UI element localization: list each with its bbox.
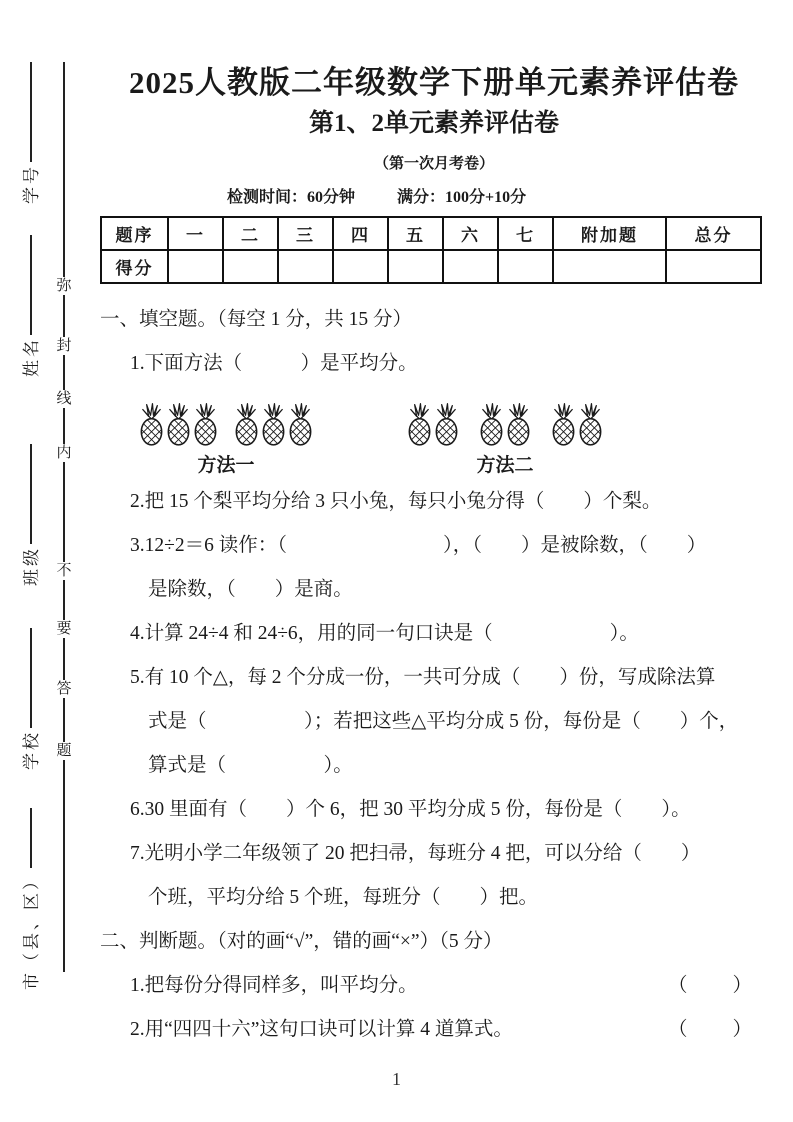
score-row [101,250,761,283]
score-blank-cell [666,250,761,283]
pineapple-cluster [406,402,460,448]
class-write-line [30,444,32,544]
seal-char: 弥 [56,278,72,294]
score-blank-cell [168,250,223,283]
pineapple-cluster [550,402,604,448]
seal-line-segment [63,408,65,444]
seal-line-segment [63,462,65,562]
score-table-cell: 三 [278,217,333,250]
seal-label-student-id [20,164,42,226]
score-table-cell: 一 [168,217,223,250]
judgment-2 [100,1005,768,1049]
exam-note: （第一次月考卷） [373,156,494,173]
method-2-group [406,383,604,477]
name-label: 姓名 [21,337,41,377]
city-label: 市（县、区） [21,870,41,990]
unit-title: 第1、2单元素养评估卷 [308,110,559,138]
school-label: 学校 [21,730,41,770]
pineapple-icon [190,402,221,448]
score-table-cell: 五 [388,217,443,250]
score-table-header-row [101,217,761,250]
judgment-1-text: 1.把每份分得同样多，叫平均分。 [130,975,418,997]
question-3-line-2: 是除数，（ ）是商。 [148,579,353,601]
pineapple-cluster [138,402,219,448]
seal-line-segment [63,760,65,972]
seal-line-segment [63,355,65,390]
score-blank-cell [443,250,498,283]
seal-char: 封 [56,338,72,354]
student-id-label: 学号 [21,164,41,204]
score-table [100,216,762,284]
seal-line-segment [63,638,65,680]
seal-line-segment [63,580,65,620]
seal-line-segment [63,62,65,277]
judgment-2-answer-blank: （ ） [667,1019,754,1041]
method-2-label: 方法二 [476,455,534,477]
question-3-line-1: 3.12÷2＝6 读作：（ ），（ ）是被除数，（ ） [130,535,707,557]
score-blank-cell [498,250,553,283]
pineapple-cluster [478,402,532,448]
seal-line [55,62,73,970]
seal-label-school [20,730,42,792]
seal-label-name [20,337,42,399]
question-7-line-1: 7.光明小学二年级领了 20 把扫帚，每班分 4 把，可以分给（ ） [130,843,701,865]
name-write-line [30,235,32,335]
question-6: 6.30 里面有（ ）个 6，把 30 平均分成 5 份，每份是（ ）。 [130,799,691,821]
pineapple-icon [575,402,606,448]
exam-content [100,0,768,1049]
question-7-line-2: 个班，平均分给 5 个班，每班分（ ）把。 [148,887,539,909]
score-row-label: 得分 [101,250,168,283]
seal-label-class [20,546,42,608]
page-number: 1 [392,1069,401,1089]
pineapple-icon [503,402,534,448]
score-table-cell: 附加题 [553,217,666,250]
score-table-cell: 总分 [666,217,761,250]
section-2-title: 二、判断题。（对的画“√”，错的画“×”）（5 分） [100,931,503,953]
seal-label-city [20,870,42,1012]
score-blank-cell [278,250,333,283]
seal-char: 题 [56,743,72,759]
class-label: 班级 [21,546,41,586]
city-write-line [30,808,32,868]
seal-char: 不 [56,563,72,579]
score-table-cell: 题序 [101,217,168,250]
method-2-pineapples [406,383,604,448]
question-5-line-1: 5.有 10 个△，每 2 个分成一份，一共可分成（ ）份，写成除法算 [130,667,716,689]
score-blank-cell [388,250,443,283]
seal-line-segment [63,698,65,742]
seal-char: 答 [56,681,72,697]
score-blank-cell [553,250,666,283]
score-table-cell: 七 [498,217,553,250]
question-1: 1.下面方法（ ）是平均分。 [130,353,418,375]
test-time: 检测时间：60分钟 [227,189,356,207]
seal-char: 内 [56,445,72,461]
judgment-2-text: 2.用“四四十六”这句口诀可以计算 4 道算式。 [130,1019,513,1041]
score-table-cell: 二 [223,217,278,250]
method-1-group [138,383,314,477]
section-1-title: 一、填空题。（每空 1 分，共 15 分） [100,309,413,331]
score-table-cell: 六 [443,217,498,250]
pineapple-icon [431,402,462,448]
student-id-write-line [30,62,32,162]
pineapple-figure [100,383,768,477]
page-title: 2025人教版二年级数学下册单元素养评估卷 [129,65,739,100]
seal-char: 要 [56,621,72,637]
method-1-pineapples [138,383,314,448]
score-blank-cell [223,250,278,283]
question-4: 4.计算 24÷4 和 24÷6，用的同一句口诀是（ ）。 [130,623,639,645]
judgment-1 [100,961,768,1005]
seal-line-segment [63,295,65,337]
pineapple-icon [285,402,316,448]
full-score: 满分：100分+10分 [397,189,527,207]
score-table-cell: 四 [333,217,388,250]
method-1-label: 方法一 [197,455,255,477]
score-blank-cell [333,250,388,283]
seal-char: 线 [56,391,72,407]
exam-info-row [100,184,768,207]
school-write-line [30,628,32,728]
pineapple-cluster [233,402,314,448]
question-5-line-3: 算式是（ ）。 [148,755,353,777]
question-2: 2.把 15 个梨平均分给 3 只小兔，每只小兔分得（ ）个梨。 [130,491,662,513]
question-5-line-2: 式是（ ）；若把这些△平均分成 5 份，每份是（ ）个， [148,711,739,733]
judgment-1-answer-blank: （ ） [667,975,754,997]
